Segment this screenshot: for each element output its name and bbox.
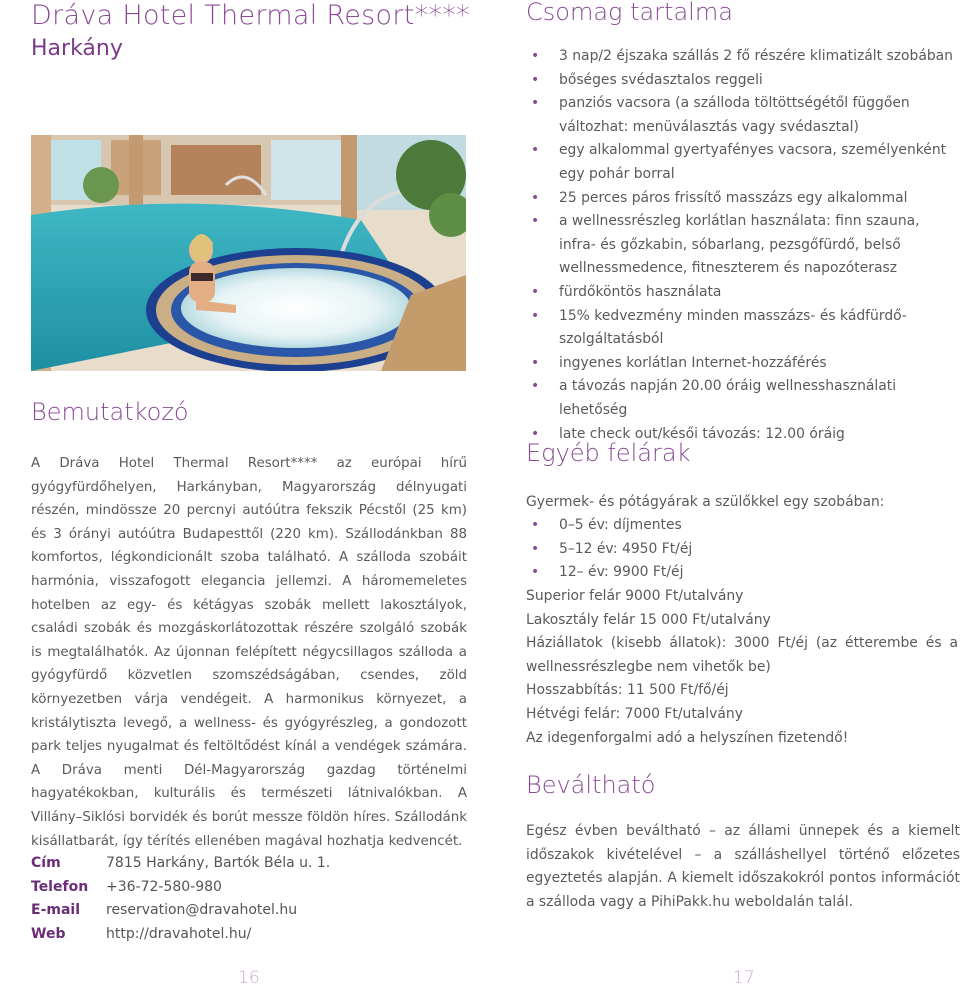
contact-email-row [31, 899, 451, 923]
package-item: • late check out/késői távozás: 12.00 óráig [526, 423, 956, 447]
extra-charge-line: Hosszabbítás: 11 500 Ft/fő/éj [526, 682, 729, 699]
child-price-item: • 12– év: 9900 Ft/éj [526, 561, 956, 585]
package-heading: Csomag tartalma [526, 0, 733, 26]
contact-address-row [31, 852, 451, 876]
spa-pool-photo [31, 135, 466, 371]
extra-intro [526, 491, 958, 515]
extra-charge-line: Superior felár 9000 Ft/utalvány [526, 588, 744, 604]
extra-charge-line: Háziállatok (kisebb állatok): 3000 Ft/éj (az étterembe és a wellnessrészlegbe nem vihetők be) [526, 635, 958, 675]
package-item: • ingyenes korlátlan Internet-hozzáférés [526, 352, 956, 376]
contact-phone-row [31, 876, 451, 900]
hotel-title: Dráva Hotel Thermal Resort**** [31, 0, 470, 31]
package-item: • panziós vacsora (a szálloda töltöttségétől függően változhat: menüválasztás vagy svédasztal) [526, 92, 956, 139]
web-label: Web [31, 925, 66, 942]
extra-intro-text: Gyermek- és pótágyárak a szülőkkel egy szobában: [526, 494, 885, 510]
package-item: • egy alkalommal gyertyafényes vacsora, személyenként egy pohár borral [526, 139, 956, 186]
package-item: • 3 nap/2 éjszaka szállás 2 fő részére klimatizált szobában [526, 45, 956, 69]
child-price-item: • 5–12 év: 4950 Ft/éj [526, 538, 956, 562]
hotel-city: Harkány [31, 36, 123, 61]
phone-label: Telefon [31, 878, 89, 895]
web-link[interactable]: http://dravahotel.hu/ [106, 925, 252, 942]
package-item: • 15% kedvezmény minden masszázs- és kádfürdő-szolgáltatásból [526, 305, 956, 352]
email-label: E-mail [31, 902, 81, 918]
extra-charges [526, 585, 958, 750]
package-item: • fürdőköntös használata [526, 281, 956, 305]
phone-value: +36-72-580-980 [106, 878, 222, 895]
intro-heading: Bemutatkozó [31, 398, 189, 426]
address-label: Cím [31, 855, 61, 871]
email-link[interactable]: reservation@dravahotel.hu [106, 902, 298, 918]
redeem-text: Egész évben beváltható – az állami ünnepek és a kiemelt időszakok kivételével – a szálláshellyel történő előzetes egyeztetés alapján. A kiemelt időszakokról pontos információt a szálloda vagy a PihiPakk.hu weboldalán talál. [526, 823, 960, 910]
child-price-list [526, 514, 956, 585]
extra-charge-line: Hétvégi felár: 7000 Ft/utalvány [526, 705, 743, 722]
extra-charge-line: Lakosztály felár 15 000 Ft/utalvány [526, 611, 771, 628]
extra-charge-line: Az idegenforgalmi adó a helyszínen fizetendő! [526, 729, 849, 746]
package-item: • a wellnessrészleg korlátlan használata: finn szauna, infra- és gőzkabin, sóbarlang, pezsgőfürdő, belső wellnessmedence, fitneszterem és napozóterasz [526, 210, 956, 281]
redeem-heading: Beváltható [526, 771, 656, 799]
page-number-left: 16 [238, 968, 260, 988]
contact-web-row [31, 923, 451, 947]
package-item: • bőséges svédasztalos reggeli [526, 69, 956, 93]
package-item: • a távozás napján 20.00 óráig wellnesshasználati lehetőség [526, 375, 956, 422]
intro-text: A Dráva Hotel Thermal Resort**** az európai hírű gyógyfürdőhelyen, Harkányban, Magyarország délnyugati részén, mindössze 20 percnyi autóútra fekszik Pécstől (25 km) és 3 órányi autóútra Budapesttől (220 km). Szállodánkban 88 komfortos, légkondicionált szoba található. A szálloda szobáit harmónia, visszafogott elegancia jellemzi. A háromemeletes hotelben az egy- és kétágyas szobák mellett lakosztályok, családi szobák és mozgáskorlátozottak részére szolgáló szobák is megtalálhatók. Az újonnan felépített négycsillagos szálloda a gyógyfürdő közvetlen szomszédságában, csendes, zöld környezetben várja vendégeit. A harmonikus környezet, a kristálytiszta levegő, a wellness- és gyógyrészleg, a gondozott park teljes nyugalmat és feltöltődést kínál a vendégek számára. A Dráva menti Dél-Magyarország gazdag történelmi hagyatékokban, kulturális és természeti látnivalókban. A Villány–Siklósi borvidék és borút messze földön híres. Szállodánk kisállatbarát, így térítés ellenében magával hozhatja kedvencét. [31, 456, 467, 849]
address-value: 7815 Harkány, Bartók Béla u. 1. [106, 855, 331, 871]
package-item: • 25 perces páros frissítő masszázs egy alkalommal [526, 187, 956, 211]
contact-block [31, 852, 451, 946]
child-price-item: • 0–5 év: díjmentes [526, 514, 956, 538]
extra-heading: Egyéb felárak [526, 439, 691, 467]
page-number-right: 17 [733, 968, 755, 988]
package-list [526, 45, 956, 446]
